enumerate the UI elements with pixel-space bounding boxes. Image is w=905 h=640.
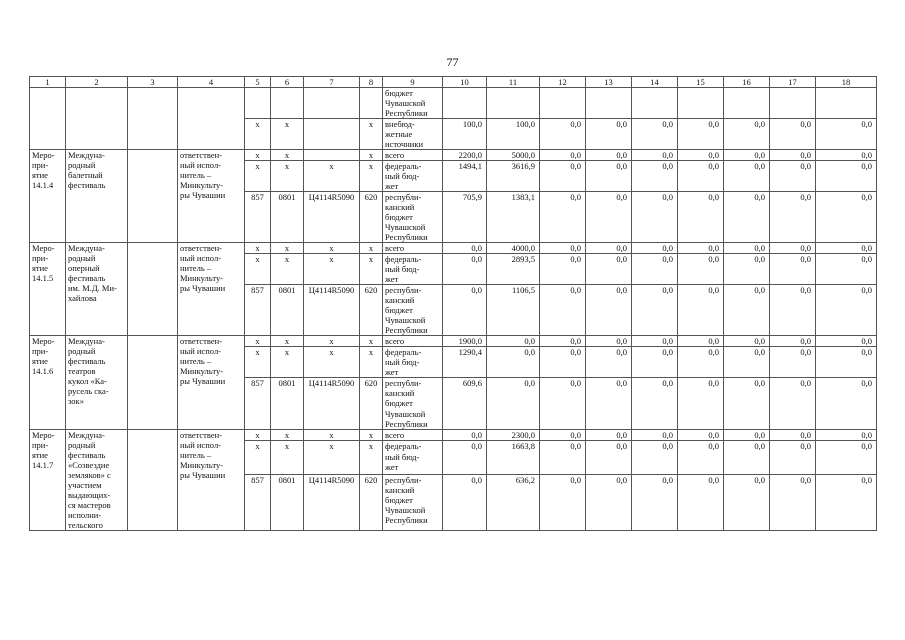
- section-code-cell: x: [271, 254, 304, 285]
- expense-type-cell: x: [360, 336, 383, 347]
- section-code-cell: x: [271, 119, 304, 150]
- value-cell: 0,0: [632, 243, 678, 254]
- budget-owner-code-cell: 857: [245, 378, 271, 429]
- section-code-cell: x: [271, 429, 304, 441]
- section-code-cell: 0801: [271, 285, 304, 336]
- expense-type-cell: x: [360, 150, 383, 161]
- goal-cell: [128, 429, 178, 530]
- value-cell: 0,0: [586, 336, 632, 347]
- column-number-row: [30, 77, 877, 88]
- value-cell: 0,0: [586, 347, 632, 378]
- target-article-cell: Ц4114R5090: [304, 285, 360, 336]
- value-cell: 0,0: [724, 192, 770, 243]
- value-cell: 0,0: [678, 119, 724, 150]
- value-cell: 0,0: [816, 285, 877, 336]
- funding-source-cell: федераль- ный бюд- жет: [383, 254, 443, 285]
- budget-owner-code-cell: x: [245, 119, 271, 150]
- value-cell: 0,0: [724, 429, 770, 441]
- value-cell: 0,0: [632, 161, 678, 192]
- value-cell: [540, 88, 586, 119]
- value-cell: 636,2: [487, 475, 540, 530]
- column-number-header: 5: [245, 77, 271, 88]
- measure-row: [30, 243, 877, 254]
- column-number-header: 15: [678, 77, 724, 88]
- target-article-cell: x: [304, 243, 360, 254]
- value-cell: 0,0: [443, 475, 487, 530]
- budget-owner-code-cell: 857: [245, 285, 271, 336]
- value-cell: 4000,0: [487, 243, 540, 254]
- measure-name-cell: Междуна- родный оперный фестиваль им. М.Д. Ми- хайлова: [66, 243, 128, 336]
- value-cell: 0,0: [816, 161, 877, 192]
- value-cell: 0,0: [632, 285, 678, 336]
- value-cell: 0,0: [586, 161, 632, 192]
- value-cell: [816, 88, 877, 119]
- column-number-header: 16: [724, 77, 770, 88]
- value-cell: 0,0: [540, 429, 586, 441]
- value-cell: 0,0: [770, 192, 816, 243]
- section-code-cell: 0801: [271, 378, 304, 429]
- executor-cell: ответствен- ный испол- нитель – Минкульту- ры Чувашии: [178, 150, 245, 243]
- value-cell: 1383,1: [487, 192, 540, 243]
- value-cell: 0,0: [443, 285, 487, 336]
- value-cell: 0,0: [632, 441, 678, 475]
- value-cell: 0,0: [770, 378, 816, 429]
- executor-cell: [178, 88, 245, 150]
- measure-id-cell: Меро- при- ятие 14.1.7: [30, 429, 66, 530]
- column-number-header: 13: [586, 77, 632, 88]
- expense-type-cell: 620: [360, 378, 383, 429]
- section-code-cell: x: [271, 441, 304, 475]
- funding-source-cell: всего: [383, 336, 443, 347]
- funding-source-cell: всего: [383, 243, 443, 254]
- value-cell: 0,0: [816, 254, 877, 285]
- column-number-header: 18: [816, 77, 877, 88]
- value-cell: 0,0: [540, 119, 586, 150]
- section-code-cell: x: [271, 336, 304, 347]
- value-cell: 0,0: [487, 336, 540, 347]
- expense-type-cell: x: [360, 441, 383, 475]
- target-article-cell: [304, 119, 360, 150]
- value-cell: 0,0: [678, 161, 724, 192]
- value-cell: 0,0: [678, 285, 724, 336]
- value-cell: 0,0: [443, 429, 487, 441]
- column-number-header: 3: [128, 77, 178, 88]
- value-cell: 0,0: [770, 336, 816, 347]
- section-code-cell: x: [271, 161, 304, 192]
- value-cell: 0,0: [816, 192, 877, 243]
- value-cell: 0,0: [540, 475, 586, 530]
- value-cell: 0,0: [678, 441, 724, 475]
- value-cell: [487, 88, 540, 119]
- budget-owner-code-cell: x: [245, 243, 271, 254]
- funding-source-cell: республи- канский бюджет Чувашской Республики: [383, 192, 443, 243]
- value-cell: 0,0: [540, 347, 586, 378]
- funding-source-cell: всего: [383, 150, 443, 161]
- budget-owner-code-cell: x: [245, 254, 271, 285]
- expense-type-cell: x: [360, 347, 383, 378]
- page-number: 77: [446, 55, 459, 69]
- value-cell: 0,0: [724, 347, 770, 378]
- target-article-cell: x: [304, 429, 360, 441]
- value-cell: [724, 88, 770, 119]
- goal-cell: [128, 88, 178, 150]
- expense-type-cell: 620: [360, 192, 383, 243]
- budget-owner-code-cell: [245, 88, 271, 119]
- value-cell: 0,0: [724, 475, 770, 530]
- funding-source-cell: федераль- ный бюд- жет: [383, 161, 443, 192]
- value-cell: 0,0: [632, 429, 678, 441]
- value-cell: 705,9: [443, 192, 487, 243]
- value-cell: 0,0: [770, 243, 816, 254]
- expense-type-cell: 620: [360, 285, 383, 336]
- value-cell: 1900,0: [443, 336, 487, 347]
- value-cell: 0,0: [724, 285, 770, 336]
- measure-row: [30, 336, 877, 347]
- target-article-cell: [304, 150, 360, 161]
- funding-source-cell: бюджет Чувашской Республики: [383, 88, 443, 119]
- budget-owner-code-cell: 857: [245, 475, 271, 530]
- value-cell: 0,0: [678, 347, 724, 378]
- value-cell: 0,0: [770, 441, 816, 475]
- value-cell: 0,0: [770, 285, 816, 336]
- value-cell: 0,0: [724, 243, 770, 254]
- section-code-cell: [271, 88, 304, 119]
- value-cell: 0,0: [586, 285, 632, 336]
- column-number-header: 12: [540, 77, 586, 88]
- value-cell: 0,0: [770, 161, 816, 192]
- measure-id-cell: Меро- при- ятие 14.1.6: [30, 336, 66, 429]
- value-cell: 0,0: [586, 254, 632, 285]
- value-cell: 0,0: [816, 347, 877, 378]
- value-cell: 0,0: [540, 254, 586, 285]
- value-cell: 0,0: [632, 192, 678, 243]
- value-cell: 0,0: [724, 150, 770, 161]
- expense-type-cell: x: [360, 429, 383, 441]
- value-cell: 0,0: [816, 119, 877, 150]
- expense-type-cell: x: [360, 254, 383, 285]
- funding-source-cell: всего: [383, 429, 443, 441]
- value-cell: 0,0: [724, 378, 770, 429]
- goal-cell: [128, 150, 178, 243]
- value-cell: 2200,0: [443, 150, 487, 161]
- column-number-header: 14: [632, 77, 678, 88]
- value-cell: 0,0: [632, 150, 678, 161]
- measure-row: [30, 150, 877, 161]
- column-number-header: 6: [271, 77, 304, 88]
- value-cell: 0,0: [770, 347, 816, 378]
- value-cell: [586, 88, 632, 119]
- value-cell: 0,0: [816, 429, 877, 441]
- target-article-cell: Ц4114R5090: [304, 475, 360, 530]
- section-code-cell: x: [271, 243, 304, 254]
- value-cell: 0,0: [586, 243, 632, 254]
- value-cell: 5000,0: [487, 150, 540, 161]
- value-cell: 0,0: [540, 161, 586, 192]
- value-cell: [770, 88, 816, 119]
- value-cell: 0,0: [678, 243, 724, 254]
- value-cell: [678, 88, 724, 119]
- goal-cell: [128, 243, 178, 336]
- value-cell: 0,0: [678, 475, 724, 530]
- value-cell: 0,0: [678, 378, 724, 429]
- target-article-cell: Ц4114R5090: [304, 378, 360, 429]
- target-article-cell: x: [304, 161, 360, 192]
- funding-source-cell: внебюд- жетные источники: [383, 119, 443, 150]
- column-number-header: 9: [383, 77, 443, 88]
- expense-type-cell: x: [360, 243, 383, 254]
- value-cell: 0,0: [632, 119, 678, 150]
- column-number-header: 2: [66, 77, 128, 88]
- value-cell: [443, 88, 487, 119]
- executor-cell: ответствен- ный испол- нитель – Минкульту- ры Чувашии: [178, 336, 245, 429]
- value-cell: 0,0: [770, 119, 816, 150]
- funding-source-cell: республи- канский бюджет Чувашской Республики: [383, 285, 443, 336]
- value-cell: 0,0: [632, 475, 678, 530]
- value-cell: 0,0: [586, 119, 632, 150]
- expense-type-cell: [360, 88, 383, 119]
- value-cell: 0,0: [632, 378, 678, 429]
- executor-cell: ответствен- ный испол- нитель – Минкульту- ры Чувашии: [178, 429, 245, 530]
- measure-name-cell: [66, 88, 128, 150]
- value-cell: 0,0: [770, 475, 816, 530]
- column-number-header: 7: [304, 77, 360, 88]
- target-article-cell: Ц4114R5090: [304, 192, 360, 243]
- section-code-cell: x: [271, 347, 304, 378]
- target-article-cell: x: [304, 336, 360, 347]
- value-cell: 0,0: [443, 243, 487, 254]
- column-number-header: 1: [30, 77, 66, 88]
- value-cell: 2893,5: [487, 254, 540, 285]
- value-cell: 0,0: [586, 378, 632, 429]
- budget-owner-code-cell: 857: [245, 192, 271, 243]
- funding-source-cell: республи- канский бюджет Чувашской Республики: [383, 475, 443, 530]
- measure-name-cell: Междуна- родный фестиваль «Созвездие земляков» с участием выдающих- ся мастеров исполни- тельского: [66, 429, 128, 530]
- budget-owner-code-cell: x: [245, 161, 271, 192]
- value-cell: [632, 88, 678, 119]
- value-cell: 0,0: [540, 285, 586, 336]
- value-cell: 0,0: [816, 150, 877, 161]
- value-cell: 0,0: [678, 150, 724, 161]
- value-cell: 0,0: [443, 441, 487, 475]
- column-number-header: 17: [770, 77, 816, 88]
- value-cell: 0,0: [487, 347, 540, 378]
- value-cell: 2300,0: [487, 429, 540, 441]
- value-cell: 0,0: [678, 429, 724, 441]
- column-number-header: 8: [360, 77, 383, 88]
- value-cell: 0,0: [816, 378, 877, 429]
- value-cell: 1106,5: [487, 285, 540, 336]
- measure-name-cell: Междуна- родный балетный фестиваль: [66, 150, 128, 243]
- value-cell: 0,0: [586, 475, 632, 530]
- funding-source-cell: федераль- ный бюд- жет: [383, 347, 443, 378]
- section-code-cell: x: [271, 150, 304, 161]
- value-cell: 0,0: [816, 243, 877, 254]
- budget-owner-code-cell: x: [245, 429, 271, 441]
- value-cell: 0,0: [632, 336, 678, 347]
- measure-row: [30, 429, 877, 441]
- value-cell: 0,0: [770, 150, 816, 161]
- target-article-cell: [304, 88, 360, 119]
- value-cell: 0,0: [770, 254, 816, 285]
- value-cell: 0,0: [724, 336, 770, 347]
- value-cell: 0,0: [724, 119, 770, 150]
- value-cell: 0,0: [632, 347, 678, 378]
- value-cell: 0,0: [586, 150, 632, 161]
- value-cell: 0,0: [443, 254, 487, 285]
- value-cell: 3616,9: [487, 161, 540, 192]
- value-cell: 0,0: [678, 192, 724, 243]
- value-cell: 0,0: [724, 254, 770, 285]
- value-cell: 0,0: [487, 378, 540, 429]
- continuation-row: [30, 88, 877, 119]
- column-number-header: 11: [487, 77, 540, 88]
- section-code-cell: 0801: [271, 192, 304, 243]
- value-cell: 0,0: [540, 378, 586, 429]
- expense-type-cell: x: [360, 161, 383, 192]
- budget-owner-code-cell: x: [245, 441, 271, 475]
- measure-id-cell: Меро- при- ятие 14.1.5: [30, 243, 66, 336]
- budget-table: [29, 76, 877, 531]
- value-cell: 100,0: [487, 119, 540, 150]
- value-cell: 0,0: [586, 441, 632, 475]
- target-article-cell: x: [304, 441, 360, 475]
- value-cell: 0,0: [586, 429, 632, 441]
- value-cell: 0,0: [540, 150, 586, 161]
- value-cell: 1663,8: [487, 441, 540, 475]
- goal-cell: [128, 336, 178, 429]
- value-cell: 0,0: [540, 336, 586, 347]
- value-cell: 0,0: [816, 441, 877, 475]
- value-cell: 0,0: [540, 243, 586, 254]
- section-code-cell: 0801: [271, 475, 304, 530]
- expense-type-cell: 620: [360, 475, 383, 530]
- value-cell: 0,0: [724, 441, 770, 475]
- column-number-header: 4: [178, 77, 245, 88]
- value-cell: 0,0: [816, 475, 877, 530]
- funding-source-cell: федераль- ный бюд- жет: [383, 441, 443, 475]
- value-cell: 0,0: [678, 254, 724, 285]
- budget-owner-code-cell: x: [245, 336, 271, 347]
- value-cell: 0,0: [816, 336, 877, 347]
- budget-owner-code-cell: x: [245, 347, 271, 378]
- target-article-cell: x: [304, 254, 360, 285]
- value-cell: 0,0: [586, 192, 632, 243]
- executor-cell: ответствен- ный испол- нитель – Минкульту- ры Чувашии: [178, 243, 245, 336]
- measure-name-cell: Междуна- родный фестиваль театров кукол «Ка- русель ска- зок»: [66, 336, 128, 429]
- funding-source-cell: республи- канский бюджет Чувашской Республики: [383, 378, 443, 429]
- measure-id-cell: [30, 88, 66, 150]
- value-cell: 0,0: [540, 441, 586, 475]
- value-cell: 0,0: [632, 254, 678, 285]
- value-cell: 0,0: [724, 161, 770, 192]
- value-cell: 609,6: [443, 378, 487, 429]
- budget-owner-code-cell: x: [245, 150, 271, 161]
- value-cell: 1290,4: [443, 347, 487, 378]
- target-article-cell: x: [304, 347, 360, 378]
- value-cell: 0,0: [770, 429, 816, 441]
- measure-id-cell: Меро- при- ятие 14.1.4: [30, 150, 66, 243]
- value-cell: 0,0: [540, 192, 586, 243]
- expense-type-cell: x: [360, 119, 383, 150]
- value-cell: 0,0: [678, 336, 724, 347]
- value-cell: 1494,1: [443, 161, 487, 192]
- column-number-header: 10: [443, 77, 487, 88]
- value-cell: 100,0: [443, 119, 487, 150]
